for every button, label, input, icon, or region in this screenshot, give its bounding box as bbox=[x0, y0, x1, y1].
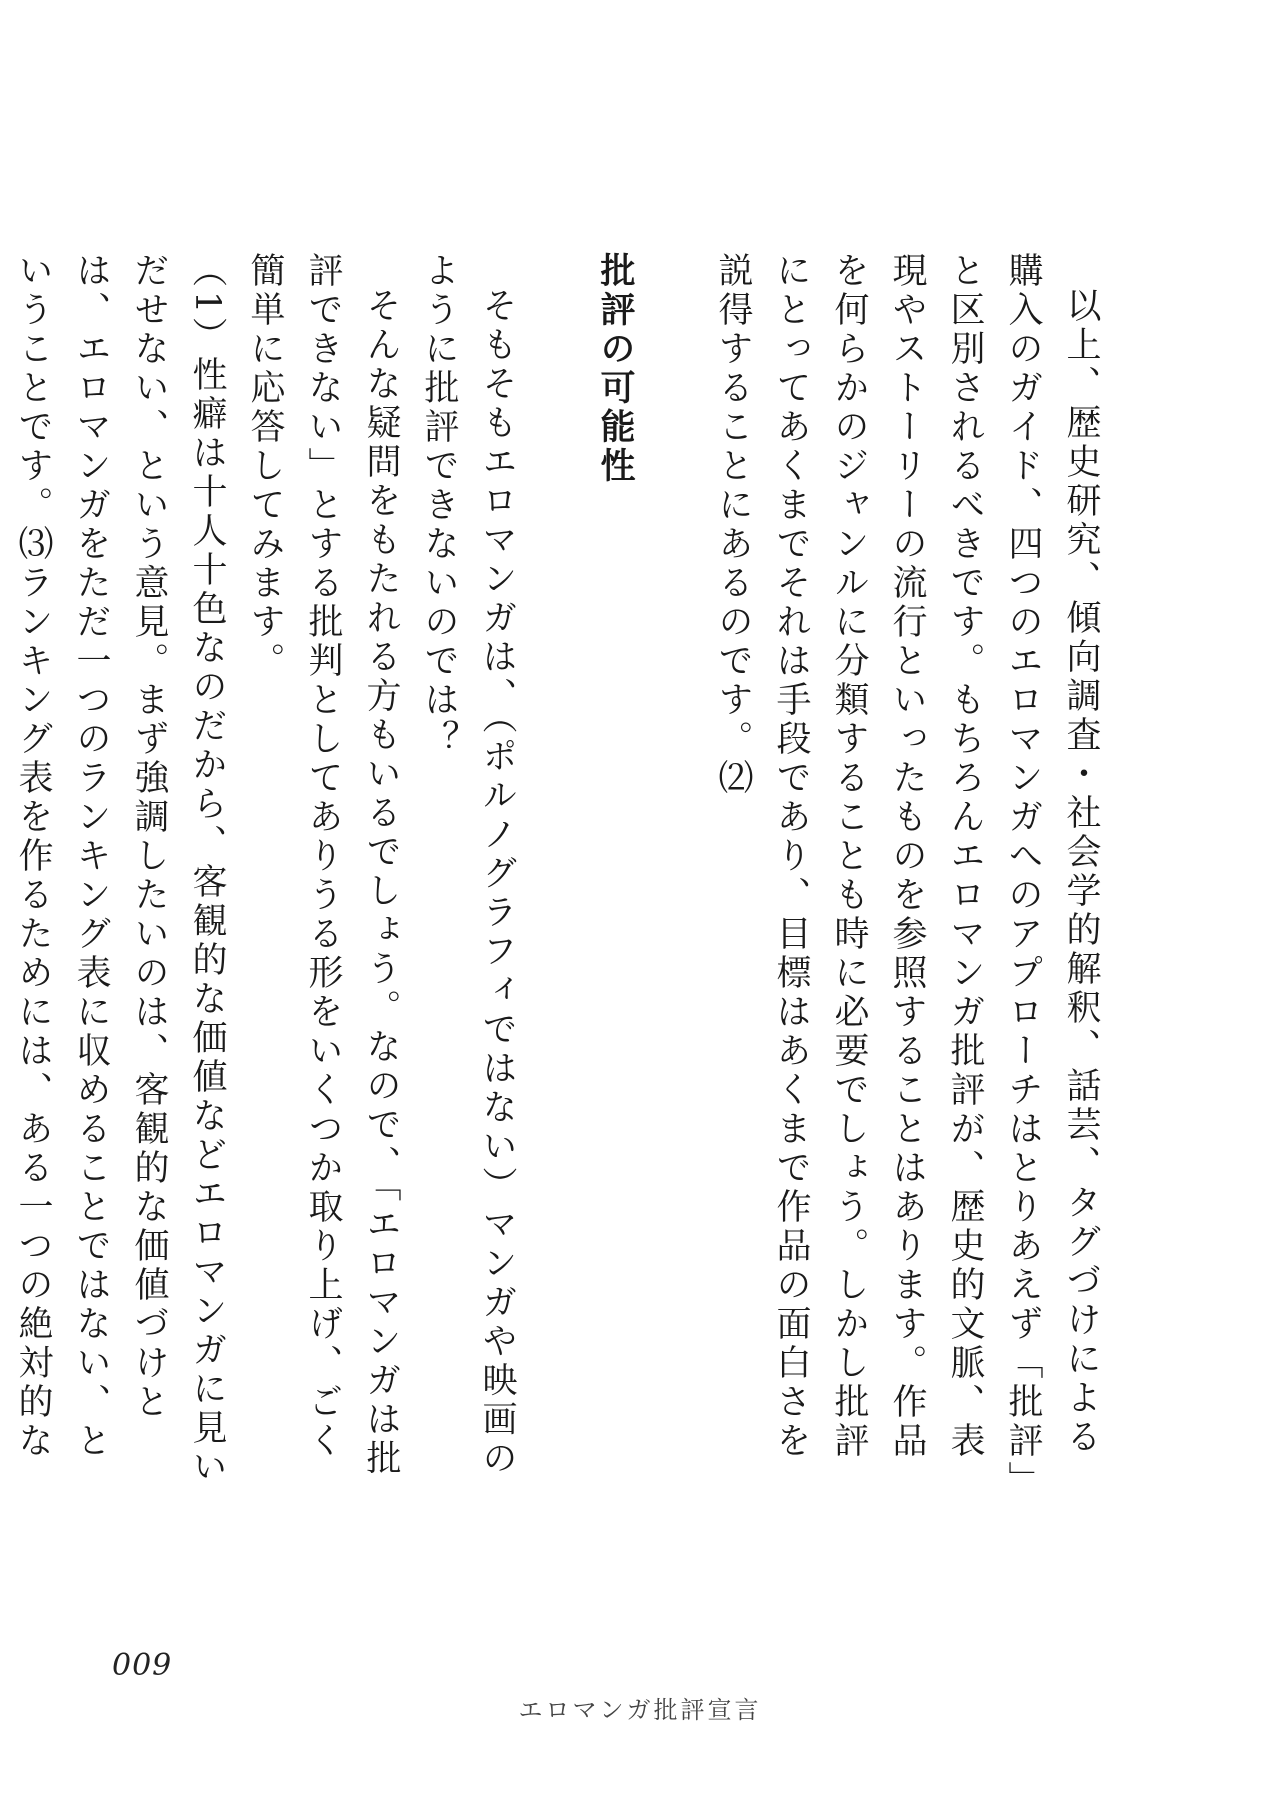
vertical-body-text bbox=[0, 252, 1110, 1492]
paragraph-response-intro: そんな疑問をもたれる方もいるでしょう。なので、「エロマンガは批評できない」とする批判としてありうる形をいくつか取り上げ、ごく簡単に応答してみます。 bbox=[245, 252, 401, 1479]
section-spacer bbox=[644, 252, 704, 1492]
section-heading: 批評の可能性 bbox=[595, 252, 635, 486]
running-title: エロマンガ批評宣言 bbox=[518, 1696, 762, 1724]
paragraph-conclusion: 以上、歴史研究、傾向調査・社会学的解釈、話芸、タグづけによる購入のガイド、四つのエロマンガへのアプローチはとりあえず「批評」と区別されるべきです。もちろんエロマンガ批評が、歴史的文脈、表現やストーリーの流行といったものを参照することはあります。作品を何らかのジャンルに分類することも時に必要でしょう。しかし批評にとってあくまでそれは手段であり、目標はあくまで作品の面白さを説得することにあるのです。⑵ bbox=[713, 252, 1101, 1483]
paragraph-question: そもそもエロマンガは、（ポルノグラフィではない）マンガや映画のように批評できないのでは？ bbox=[419, 252, 517, 1479]
page-number: 009 bbox=[112, 1648, 173, 1683]
paragraph-objection-1: （1）性癖は十人十色なのだから、客観的な価値などエロマンガに見いだせない、という意見。まず強調したいのは、客観的な価値づけとは、エロマンガをただ一つのランキング表に収めることではない、ということです。⑶ランキング表を作るためには、ある一つの絶対的な bbox=[13, 252, 227, 1488]
